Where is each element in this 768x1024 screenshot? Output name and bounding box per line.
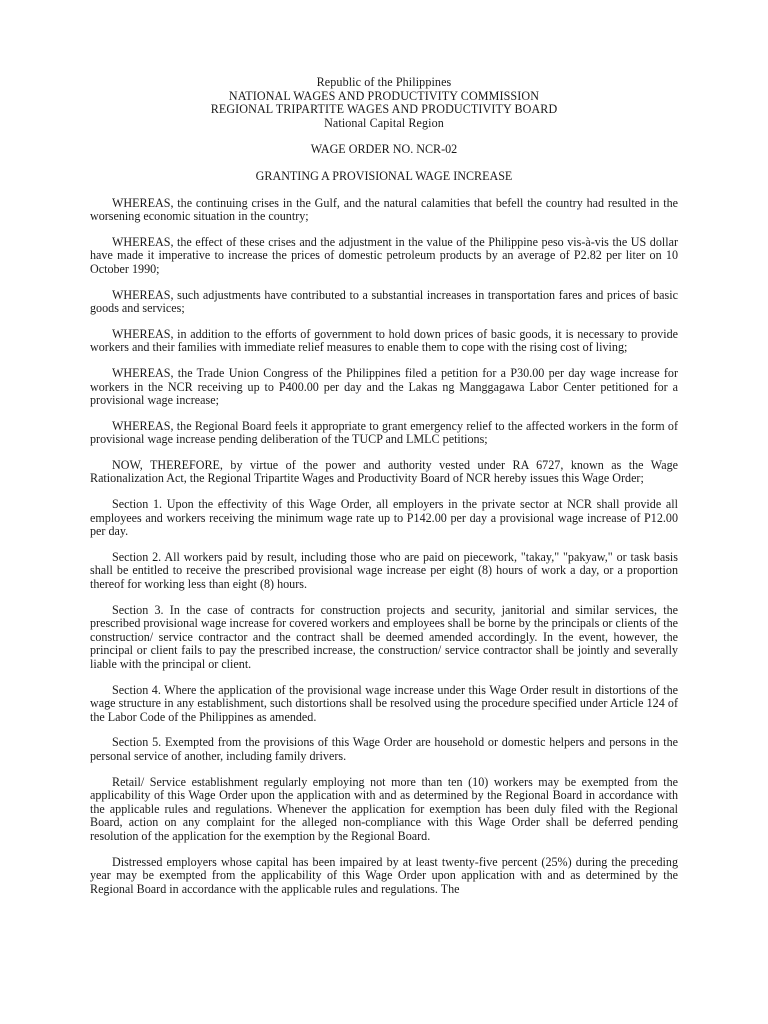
document-header: [90, 76, 678, 130]
header-region: National Capital Region: [324, 115, 444, 130]
wage-order-subject: GRANTING A PROVISIONAL WAGE INCREASE: [255, 168, 513, 183]
whereas-transport-fares: WHEREAS, such adjustments have contributed to a substantial increases in transportation fares and prices of basic goods and services;: [90, 287, 678, 316]
wage-order-number: WAGE ORDER NO. NCR-02: [310, 142, 458, 157]
whereas-gulf-crises: WHEREAS, the continuing crises in the Gulf, and the natural calamities that befell the country had resulted in the worsening economic situation in the country;: [90, 195, 678, 224]
distressed-employers: Distressed employers whose capital has been impaired by at least twenty-five percent (25%) during the preceding year may be exempted from the applicability of this Wage Order upon application with and as determined by the Regional Board in accordance with the applicable rules and regulations. The: [90, 854, 678, 896]
whereas-relief-measures: WHEREAS, in addition to the efforts of government to hold down prices of basic goods, it is necessary to provide workers and their families with immediate relief measures to enable them to cope with the rising cost of living;: [90, 326, 678, 355]
document-page: [90, 76, 678, 896]
header-republic: Republic of the Philippines: [316, 75, 452, 89]
section-5: Section 5. Exempted from the provisions of this Wage Order are household or domestic helpers and persons in the personal service of another, including family drivers.: [90, 735, 678, 763]
header-commission: NATIONAL WAGES AND PRODUCTIVITY COMMISSION: [228, 88, 540, 103]
section-1: Section 1. Upon the effectivity of this Wage Order, all employers in the private sector at NCR shall provide all employees and workers receiving the minimum wage rate up to P142.00 per day a provisional wage increase of P12.00 per day.: [90, 497, 678, 539]
whereas-tucp-petition: WHEREAS, the Trade Union Congress of the Philippines filed a petition for a P30.00 per day wage increase for workers in the NCR receiving up to P400.00 per day and the Lakas ng Manggagawa Labor Center petitioned for a provisional wage increase;: [90, 365, 678, 408]
header-board: REGIONAL TRIPARTITE WAGES AND PRODUCTIVITY BOARD: [210, 102, 558, 117]
retail-service-exemption: Retail/ Service establishment regularly employing not more than ten (10) workers may be exempted from the applicability of this Wage Order upon the application with and as determined by the Regional Board in accordance with the applicable rules and regulations. Whenever the application for exemption has been duly filed with the Regional Board, action on any complaint for the alleged non-compliance with this Wage Order shall be deferred pending resolution of the application for the exemption by the Regional Board.: [90, 774, 678, 843]
section-2: Section 2. All workers paid by result, including those who are paid on piecework, "takay," "pakyaw," or task basis shall be entitled to receive the prescribed provisional wage increase per eight (8) hours of work a day, or a proportion thereof for working less than eight (8) hours.: [90, 549, 678, 592]
document-body: [90, 197, 678, 897]
whereas-emergency-relief: WHEREAS, the Regional Board feels it appropriate to grant emergency relief to the affected workers in the form of provisional wage increase pending deliberation of the TUCP and LMLC petitions;: [90, 418, 678, 447]
section-3: Section 3. In the case of contracts for construction projects and security, janitorial and similar services, the prescribed provisional wage increase for covered workers and employees shall be borne by the principals or clients of the construction/ service contractor and the contract shall be deemed amended accordingly. In the event, however, the principal or client fails to pay the prescribed increase, the construction/ service contractor shall be jointly and severally liable with the principal or client.: [90, 602, 678, 671]
whereas-peso-adjustment: WHEREAS, the effect of these crises and the adjustment in the value of the Philippine peso vis-à-vis the US dollar have made it imperative to increase the prices of domestic petroleum products by an average of P2.82 per liter on 10 October 1990;: [90, 234, 678, 276]
now-therefore: NOW, THEREFORE, by virtue of the power and authority vested under RA 6727, known as the Wage Rationalization Act, the Regional Tripartite Wages and Productivity Board of NCR hereby issues this Wage Order;: [90, 457, 678, 486]
section-4: Section 4. Where the application of the provisional wage increase under this Wage Order result in distortions of the wage structure in any establishment, such distortions shall be resolved using the procedure specified under Article 124 of the Labor Code of the Philippines as amended.: [90, 682, 678, 724]
